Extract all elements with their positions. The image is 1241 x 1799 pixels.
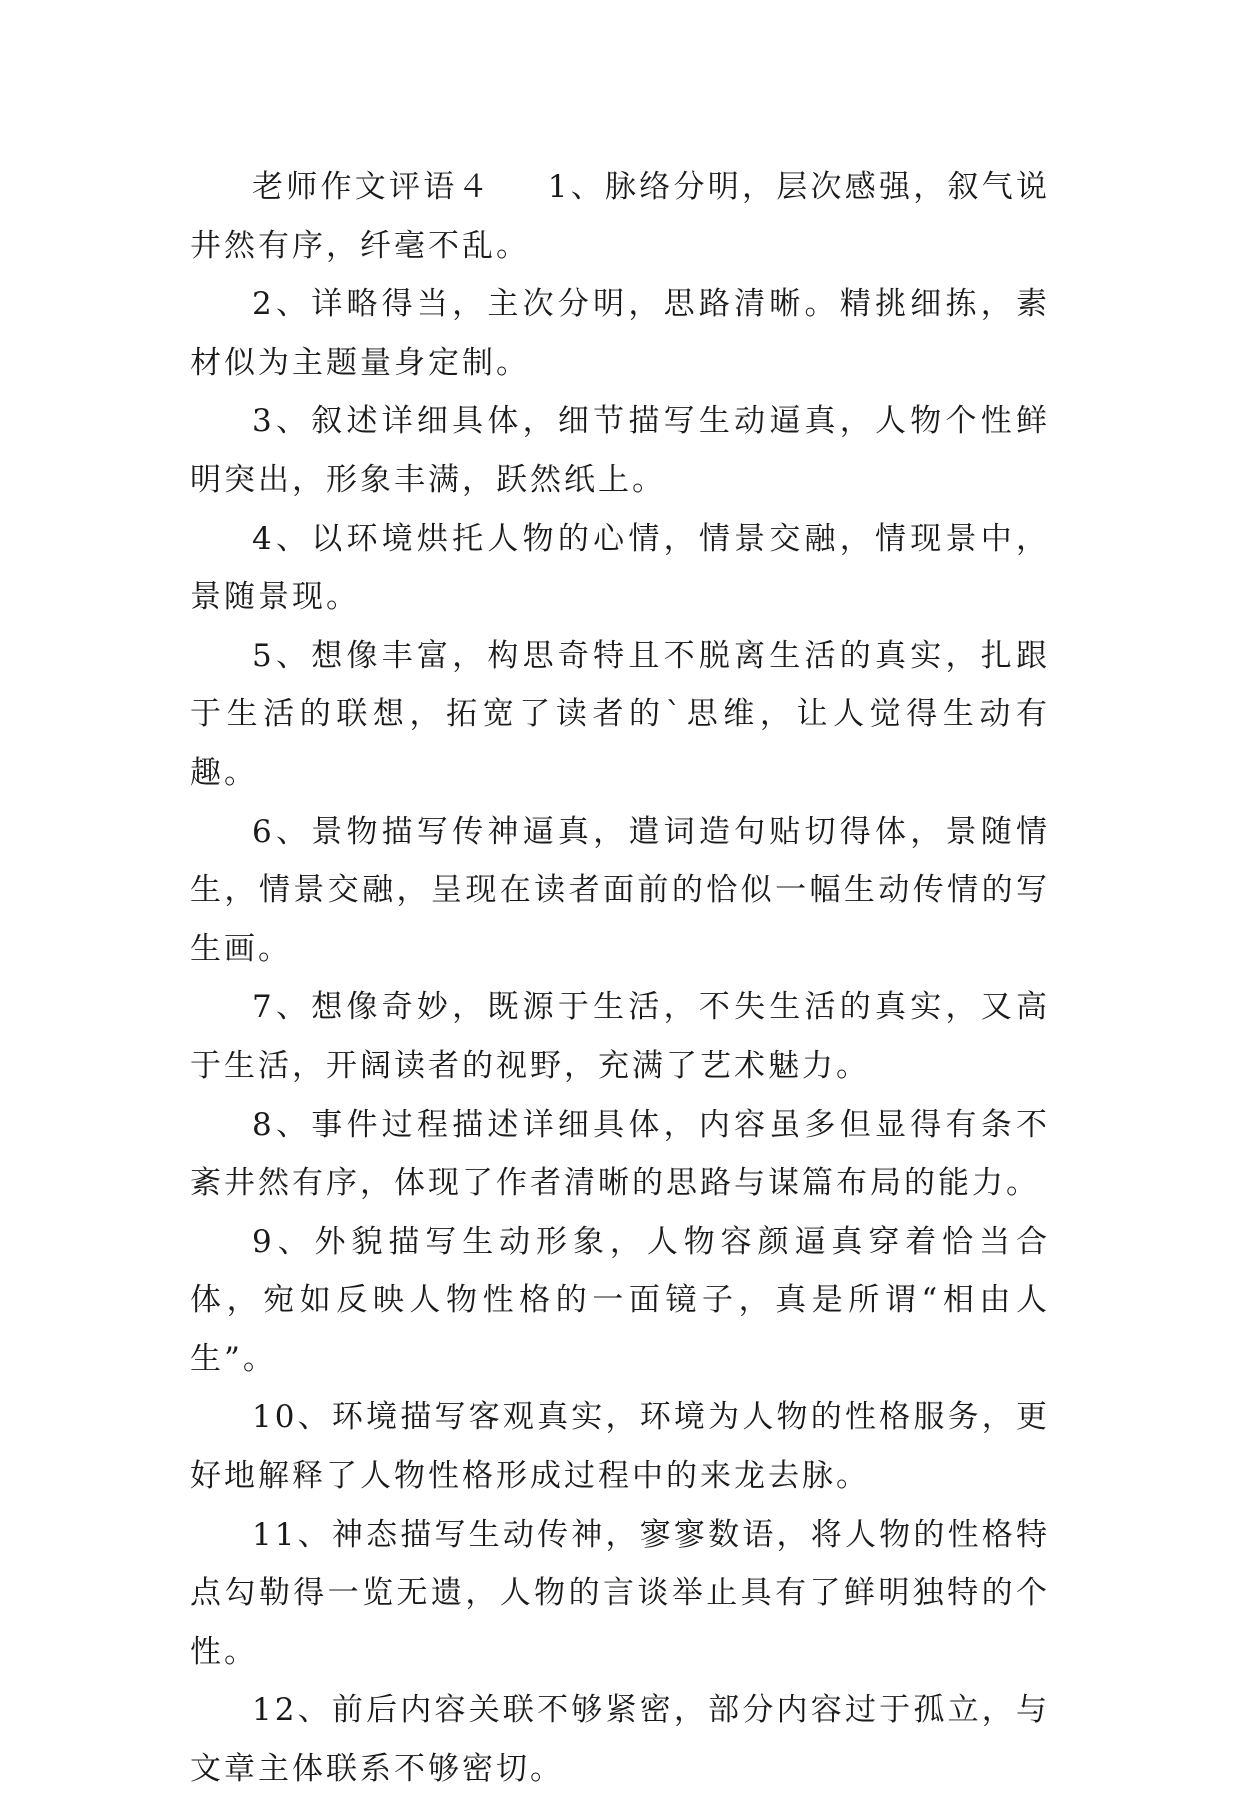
document-title: 老师作文评语４: [252, 169, 492, 205]
paragraph-6: 6、景物描写传神逼真，遣词造句贴切得体，景随情生，情景交融，呈现在读者面前的恰似一幅生动传情的写生画。: [190, 813, 1050, 967]
paragraph-9: 9、外貌描写生动形象，人物容颜逼真穿着恰当合体，宛如反映人物性格的一面镜子，真是所谓“相由人生”。: [190, 1223, 1050, 1377]
paragraph-12: 12、前后内容关联不够紧密，部分内容过于孤立，与文章主体联系不够密切。: [190, 1692, 1050, 1788]
paragraph-text: 1、脉络分明，层次感强，叙气说井然有序，纤毫不乱。: [190, 169, 1050, 264]
paragraph-4: 4、以环境烘托人物的心情，情景交融，情现景中，景随景现。: [190, 520, 1050, 616]
paragraph-1: [190, 158, 1050, 275]
paragraph-10: 10、环境描写客观真实，环境为人物的性格服务，更好地解释了人物性格形成过程中的来龙去脉。: [190, 1399, 1050, 1495]
paragraph-5: 5、想像丰富，构思奇特且不脱离生活的真实，扎跟于生活的联想，拓宽了读者的`思维，让人觉得生动有趣。: [190, 637, 1050, 791]
paragraph-7: 7、想像奇妙，既源于生活，不失生活的真实，又高于生活，开阔读者的视野，充满了艺术魅力。: [190, 989, 1050, 1084]
paragraph-11: 11、神态描写生动传神，寥寥数语，将人物的性格特点勾勒得一览无遗，人物的言谈举止具有了鲜明独特的个性。: [190, 1516, 1050, 1670]
paragraph-3: 3、叙述详细具体，细节描写生动逼真，人物个性鲜明突出，形象丰满，跃然纸上。: [190, 403, 1050, 498]
document-body: [190, 158, 1050, 1799]
paragraph-2: 2、详略得当，主次分明，思路清晰。精挑细拣，素材似为主题量身定制。: [190, 286, 1050, 381]
paragraph-8: 8、事件过程描述详细具体，内容虽多但显得有条不紊井然有序，体现了作者清晰的思路与谋篇布局的能力。: [190, 1106, 1050, 1202]
